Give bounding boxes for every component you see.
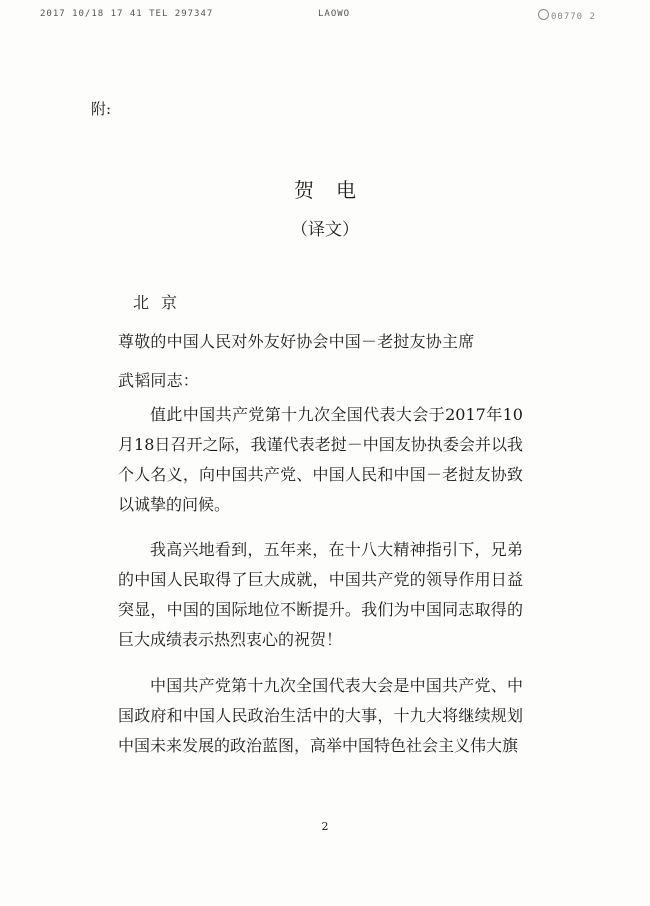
attachment-label: 附:: [91, 100, 112, 118]
place-line: 北京: [133, 293, 190, 312]
fax-page-code-text: 00770 2: [551, 12, 596, 22]
page-number: 2: [321, 820, 329, 833]
fax-header: [0, 6, 650, 24]
document-title: 贺电: [294, 178, 378, 202]
body-paragraph-2: 我高兴地看到，五年来，在十八大精神指引下，兄弟的中国人民取得了巨大成就，中国共产党的领导作用日益突显，中国的国际地位不断提升。我们为中国同志取得的巨大成绩表示热烈衷心的祝贺！: [118, 540, 523, 649]
fax-stamp-icon: [538, 9, 549, 20]
fax-sender: LAOWO: [318, 9, 351, 19]
recipient-name: 武韬同志：: [118, 371, 200, 390]
body-paragraph-1: 值此中国共产党第十九次全国代表大会于2017年10月18日召开之际，我谨代表老挝－中国友协执委会并以我个人名义，向中国共产党、中国人民和中国－老挝友协致以诚挚的问候。: [118, 405, 523, 514]
body-paragraph-3: 中国共产党第十九次全国代表大会是中国共产党、中国政府和中国人民政治生活中的大事，十九大将继续规划中国未来发展的政治蓝图，高举中国特色社会主义伟大旗: [118, 676, 523, 755]
fax-page-code: [538, 9, 596, 22]
recipient-line: 尊敬的中国人民对外友好协会中国－老挝友协主席: [118, 332, 475, 351]
fax-timestamp: 2017 10/18 17 41 TEL 297347: [40, 9, 214, 19]
document-subtitle: （译文）: [291, 220, 359, 240]
